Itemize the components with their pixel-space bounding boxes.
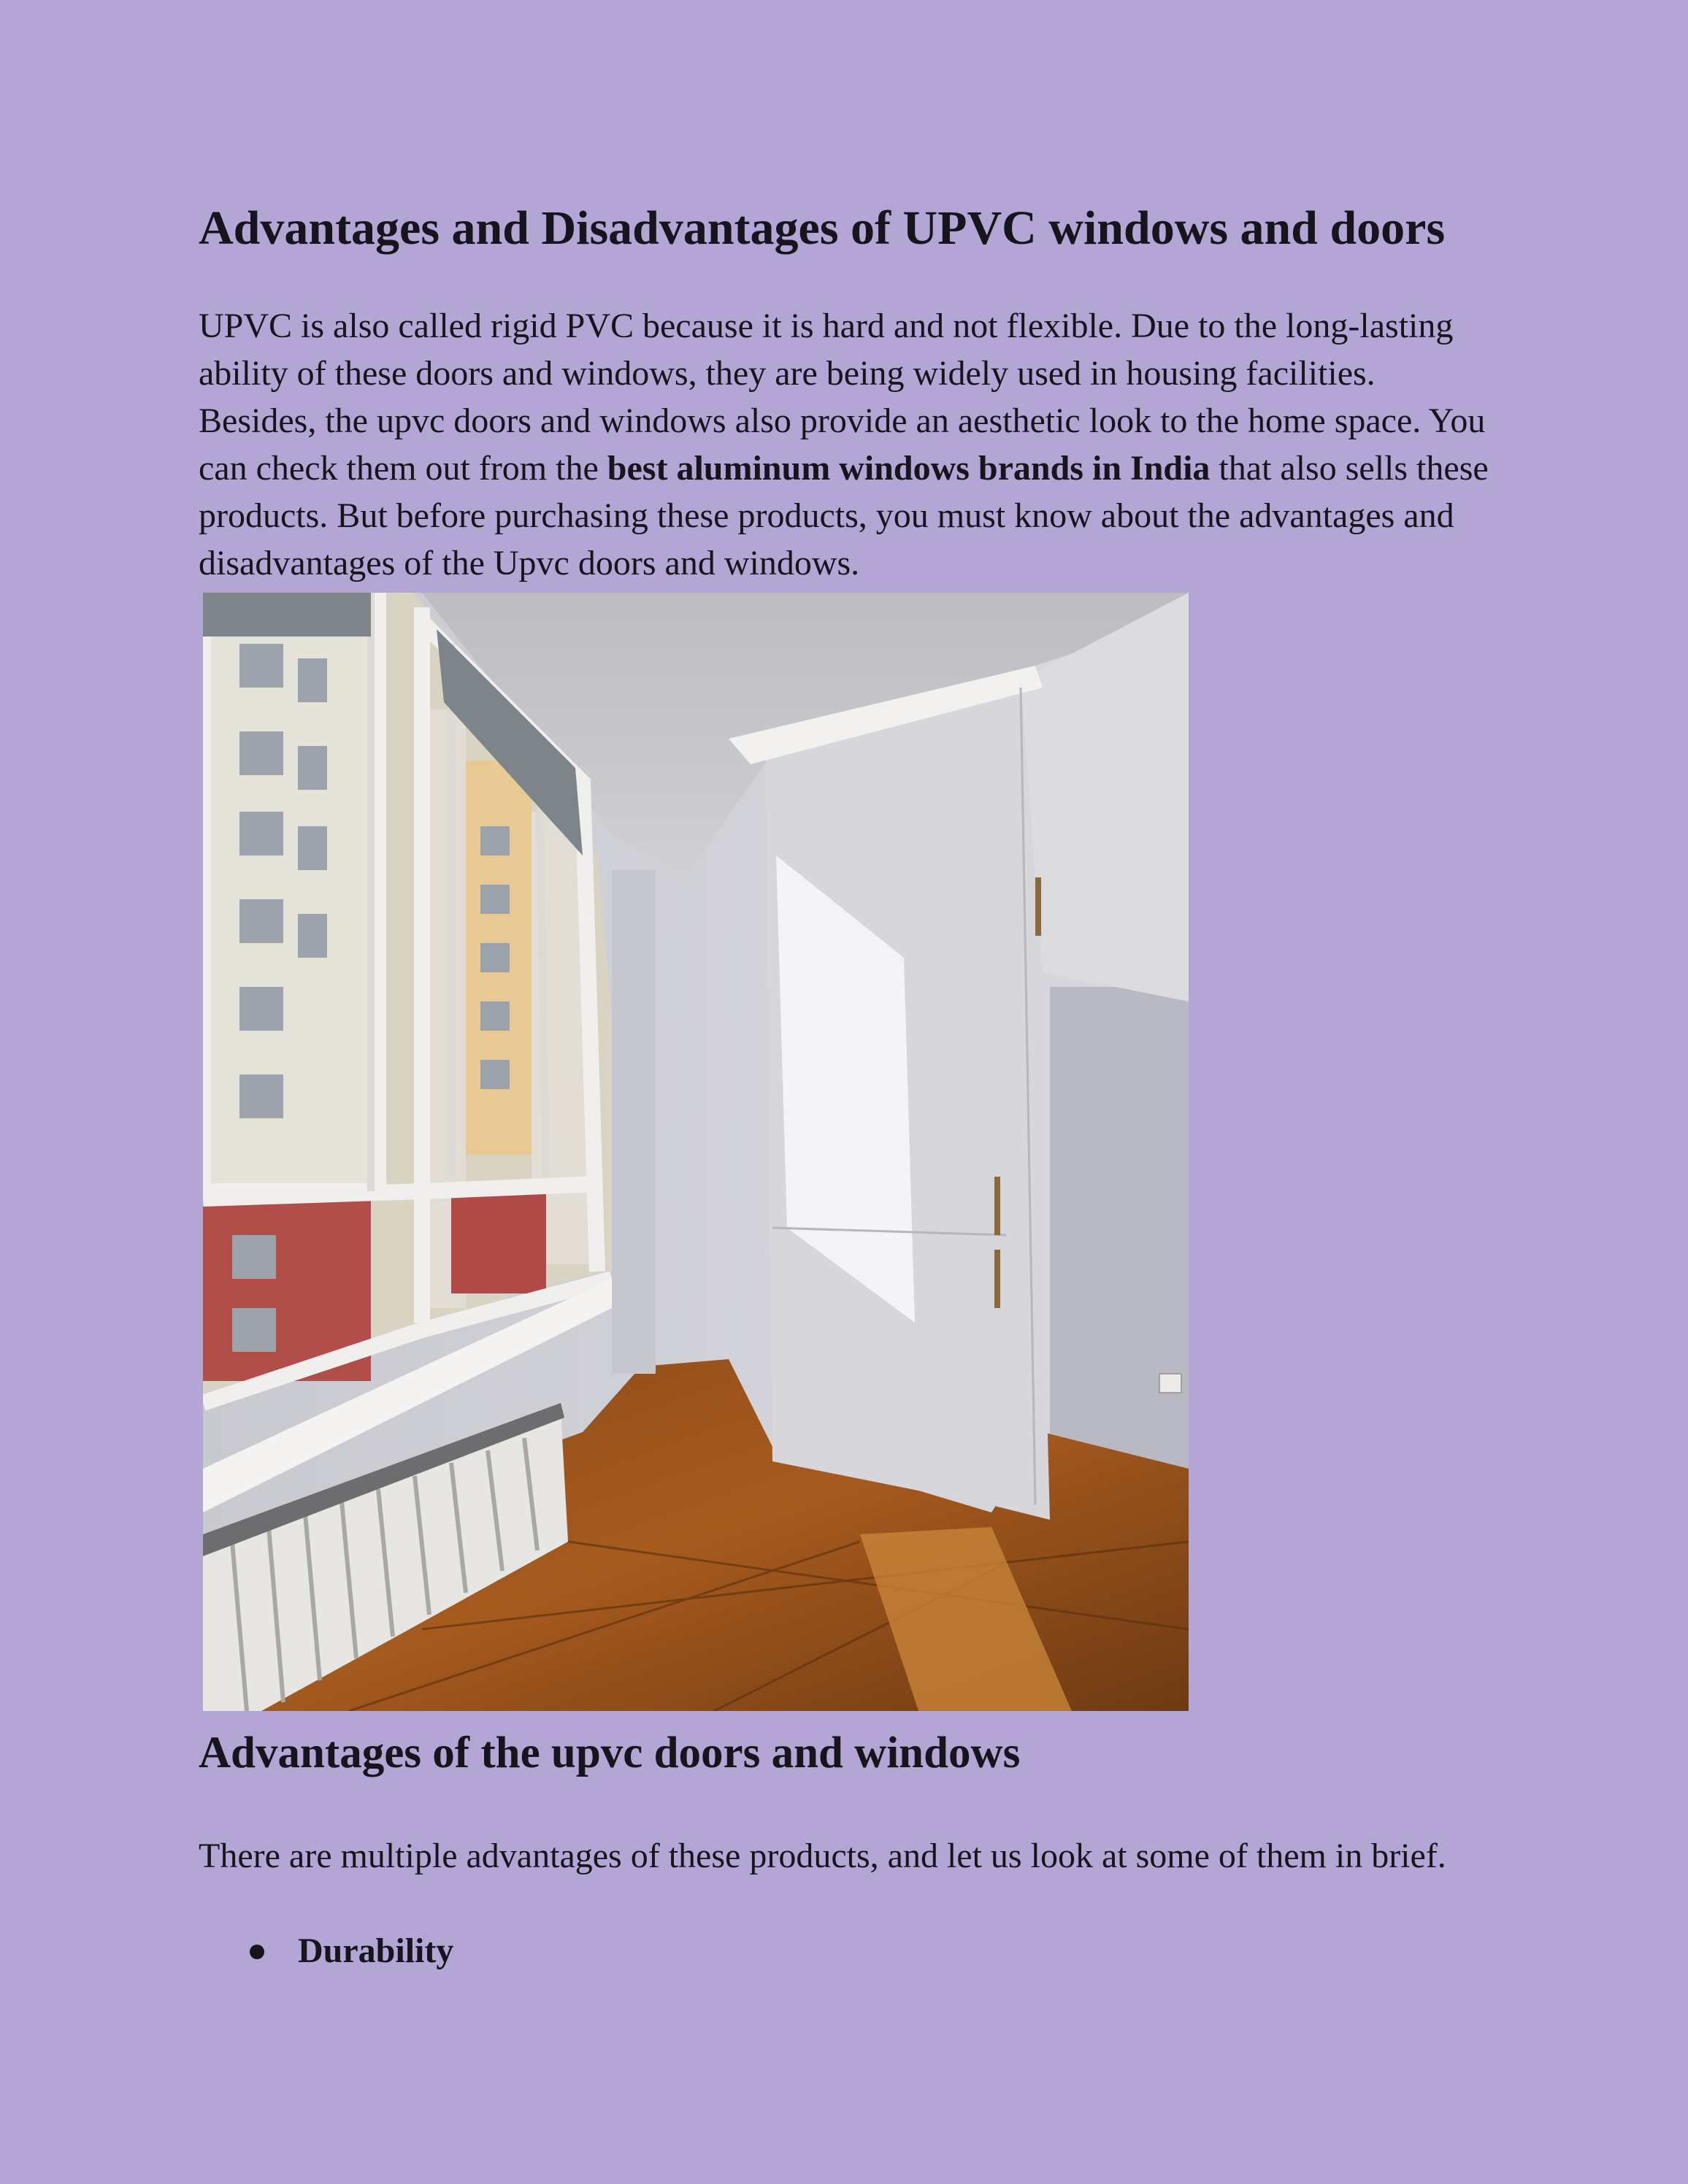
list-item-label: Durability xyxy=(298,1931,454,1970)
bullet-icon xyxy=(250,1945,264,1959)
intro-paragraph xyxy=(199,302,1498,587)
section-heading: Advantages of the upvc doors and windows xyxy=(199,1729,1021,1777)
document-title: Advantages and Disadvantages of UPVC windows and doors xyxy=(199,201,1446,255)
section-lead-paragraph: There are multiple advantages of these products, and let us look at some of them in brief. xyxy=(199,1837,1446,1875)
intro-bold-link-text: best aluminum windows brands in India xyxy=(607,449,1211,488)
room-window-photo xyxy=(203,593,1189,1711)
intro-text-start: UPVC is also called rigid PVC because it is hard and not flexible. Due to the long-lasting ability of these doors and windows, they are being widely used in housing facilities. Besides, the upvc doors and windows also provide an aesthetic look to the home space. You can check them out from the xyxy=(199,307,1486,488)
advantages-list xyxy=(199,1927,453,1975)
list-item xyxy=(199,1927,453,1975)
intro-text-end: that also sells these products. But before purchasing these products, you must know about the advantages and disadvantages of the Upvc doors and windows. xyxy=(199,449,1489,582)
